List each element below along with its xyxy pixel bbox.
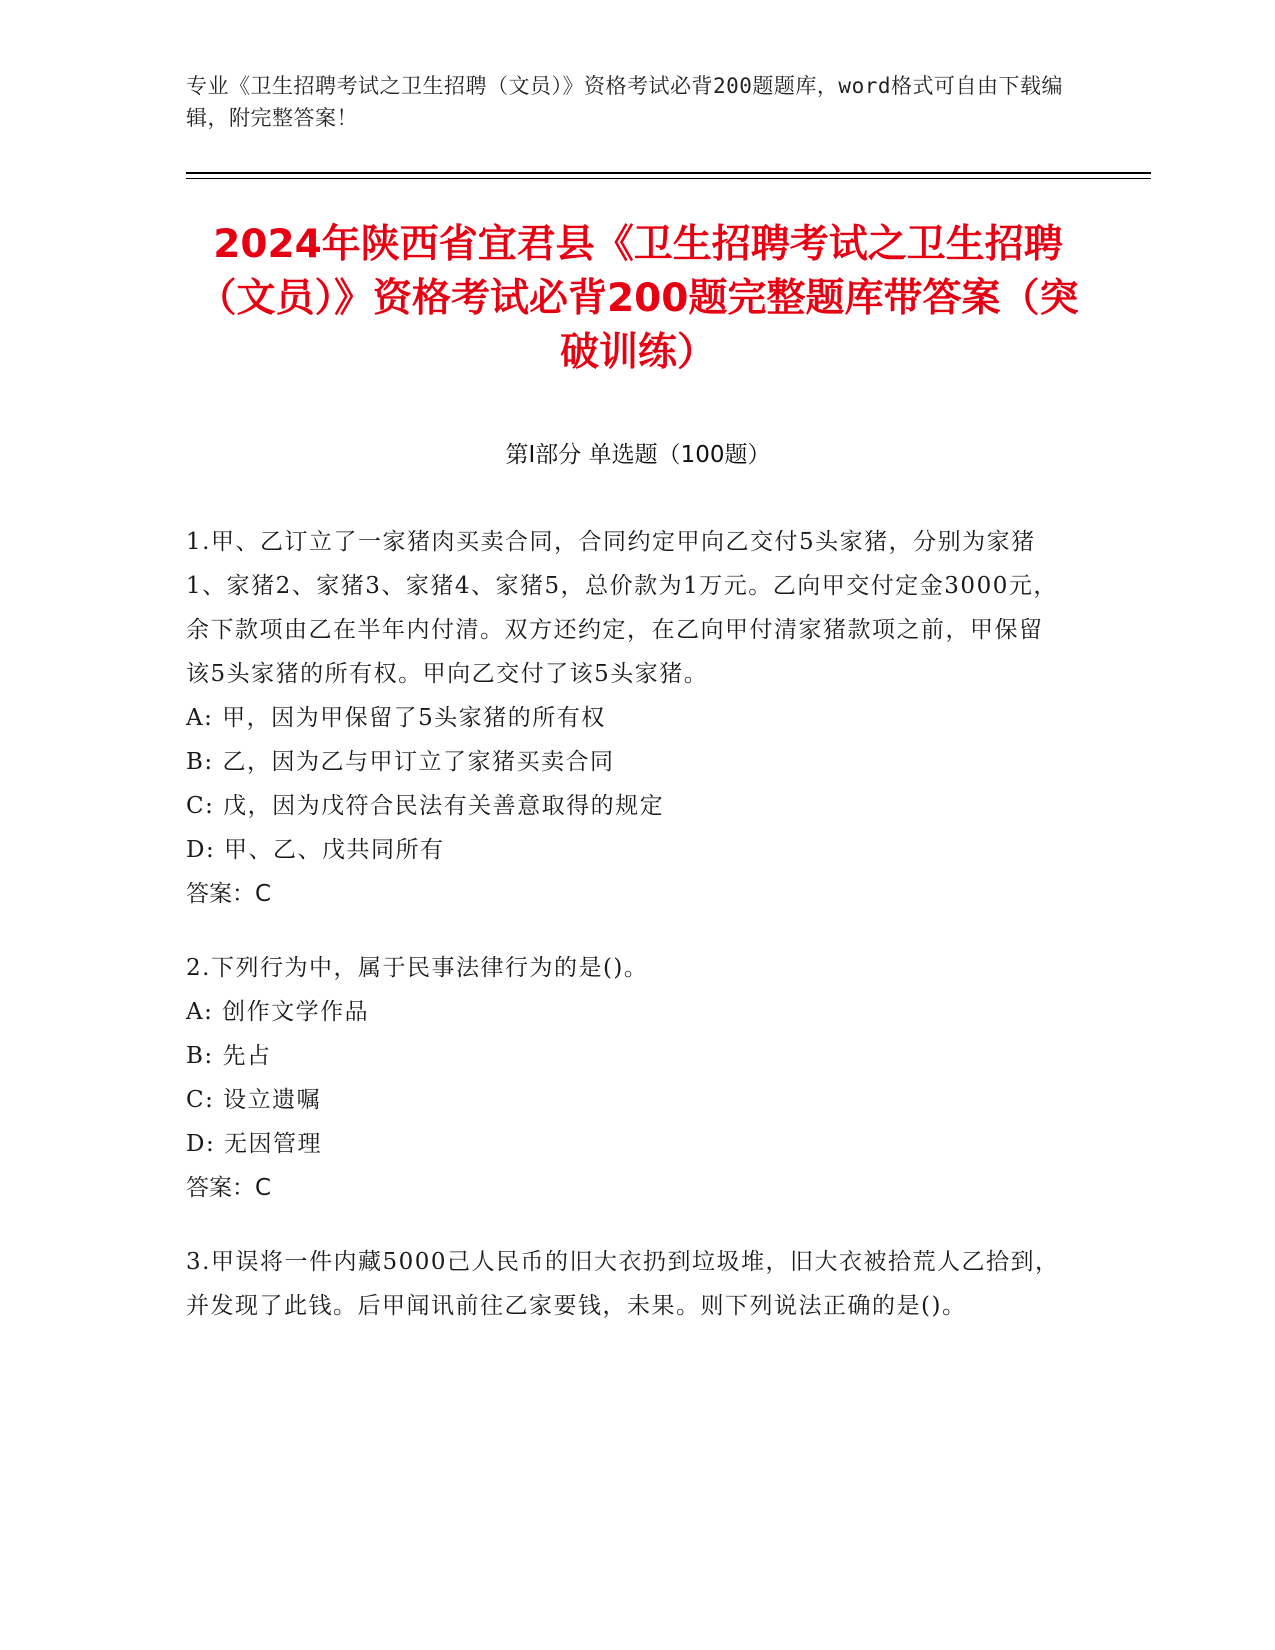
answer: 答案：C: [186, 1175, 272, 1201]
answer: 答案：C: [186, 881, 272, 907]
question-stem: 2.下列行为中，属于民事法律行为的是()。: [186, 955, 649, 981]
question-1: [186, 520, 1066, 916]
header-rule-thick: [186, 172, 1151, 174]
question-list: [186, 520, 1066, 1358]
question-2: [186, 946, 1066, 1210]
option-b: B: 先占: [186, 1043, 272, 1069]
option-b: B: 乙，因为乙与甲订立了家猪买卖合同: [186, 749, 615, 775]
option-d: D: 无因管理: [186, 1131, 323, 1157]
option-a: A: 创作文学作品: [186, 999, 370, 1025]
section-title: 第Ⅰ部分 单选题（100题）: [505, 442, 771, 468]
option-a: A: 甲，因为甲保留了5头家猪的所有权: [186, 705, 606, 731]
header-rule-thin: [186, 178, 1151, 179]
question-3: [186, 1240, 1066, 1328]
option-d: D: 甲、乙、戊共同所有: [186, 837, 445, 863]
option-c: C: 戊，因为戊符合民法有关善意取得的规定: [186, 793, 665, 819]
option-c: C: 设立遗嘱: [186, 1087, 322, 1113]
question-stem: 1.甲、乙订立了一家猪肉买卖合同，合同约定甲向乙交付5头家猪，分别为家猪1、家猪2、家猪3、家猪4、家猪5，总价款为1万元。乙向甲交付定金3000元，余下款项由乙在半年内付清。双方还约定，在乙向甲付清家猪款项之前，甲保留该5头家猪的所有权。甲向乙交付了该5头家猪。: [186, 529, 1058, 687]
document-title: 2024年陕西省宜君县《卫生招聘考试之卫生招聘（文员）》资格考试必背200题完整题库带答案（突破训练）: [197, 222, 1079, 375]
question-stem: 3.甲误将一件内藏5000己人民币的旧大衣扔到垃圾堆，旧大衣被拾荒人乙拾到，并发现了此钱。后甲闻讯前往乙家要钱，未果。则下列说法正确的是()。: [186, 1249, 1060, 1319]
header-note: 专业《卫生招聘考试之卫生招聘（文员）》资格考试必背200题题库，word格式可自由下载编辑，附完整答案！: [186, 74, 1063, 130]
